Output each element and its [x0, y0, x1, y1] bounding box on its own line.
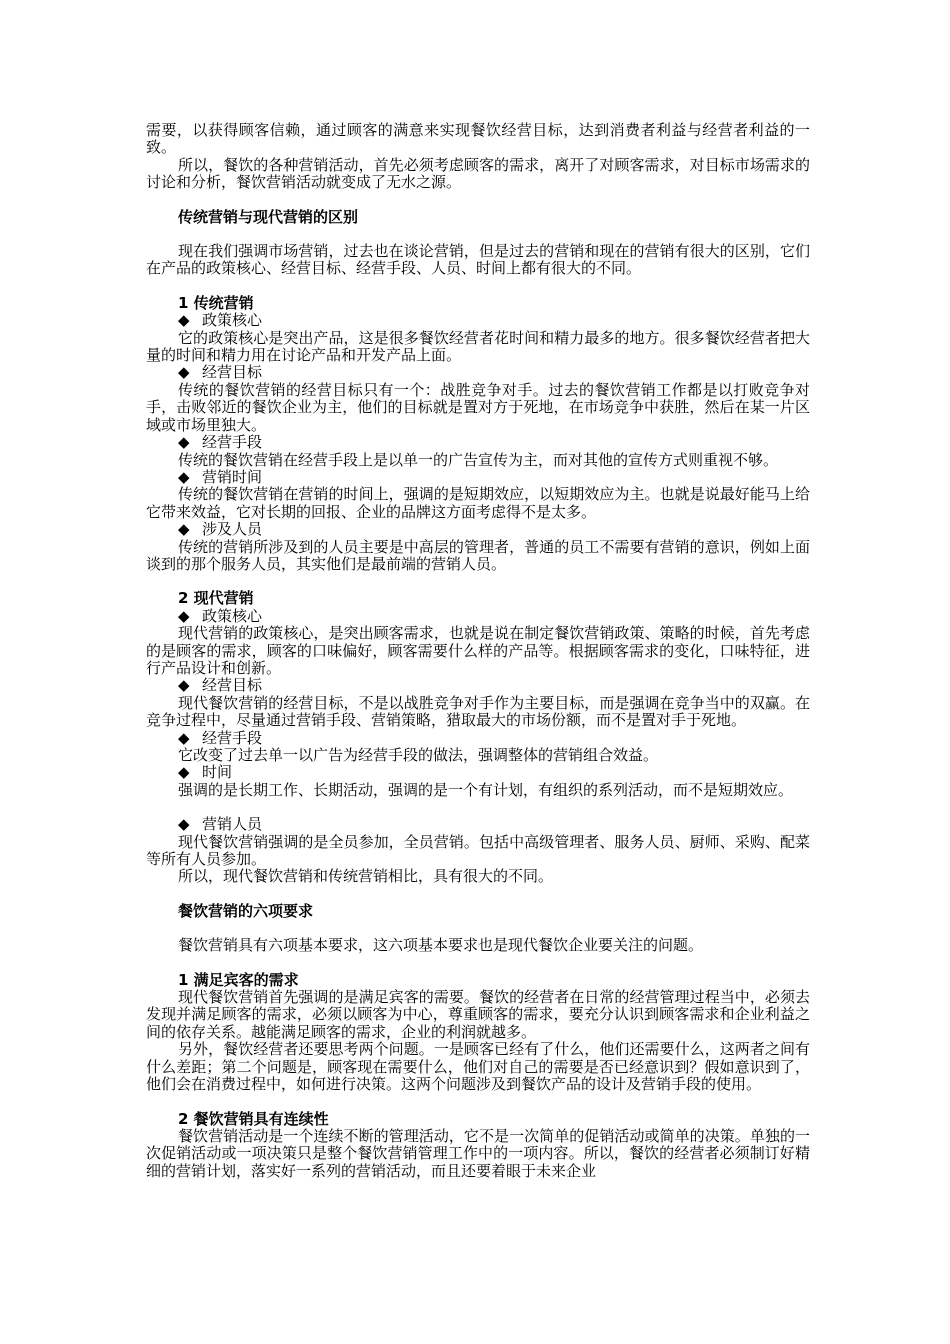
- diamond-bullet-icon: ◆: [178, 520, 190, 539]
- bullet-time: ◆ 时间: [178, 763, 233, 782]
- diamond-bullet-icon: ◆: [178, 815, 190, 834]
- subheading-modern-marketing: 2 现代营销: [178, 589, 254, 608]
- closing-paragraph: 所以，现代餐饮营销和传统营销相比，具有很大的不同。: [178, 867, 554, 886]
- subheading-traditional-marketing: 1 传统营销: [178, 293, 254, 312]
- bullet-business-goal: ◆ 经营目标: [178, 363, 263, 382]
- bullet-text: 它改变了过去单一以广告为经营手段的做法，强调整体的营销组合效益。: [178, 746, 659, 764]
- bullet-text: 现代餐饮营销强调的是全员参加，全员营销。包括中高级管理者、服务人员、厨师、采购、配菜等所有人员参加。: [146, 832, 810, 869]
- section-intro-paragraph: 现在我们强调市场营销，过去也在谈论营销，但是过去的营销和现在的营销有很大的区别，它们在产品的政策核心、经营目标、经营手段、人员、时间上都有很大的不同。: [146, 242, 810, 278]
- bullet-text: 现代餐饮营销的经营目标，不是以战胜竞争对手作为主要目标，而是强调在竞争当中的双赢。在竞争过程中，尽量通过营销手段、营销策略，猎取最大的市场份额，而不是置对手于死地。: [146, 693, 810, 730]
- bullet-marketing-personnel: ◆ 营销人员: [178, 815, 263, 834]
- bullet-marketing-time: ◆ 营销时间: [178, 467, 263, 486]
- diamond-bullet-icon: ◆: [178, 433, 190, 452]
- diamond-bullet-icon: ◆: [178, 467, 190, 486]
- section-intro-paragraph: 餐饮营销具有六项基本要求，这六项基本要求也是现代餐饮企业要关注的问题。: [178, 936, 704, 955]
- bullet-text: 强调的是长期工作、长期活动，强调的是一个有计划，有组织的系列活动，而不是短期效应。: [178, 780, 794, 799]
- bullet-business-goal: ◆ 经营目标: [178, 676, 263, 695]
- bullet-text: 传统的营销所涉及到的人员主要是中高层的管理者，普通的员工不需要有营销的意识，例如上面谈到的那个服务人员，其实他们是最前端的营销人员。: [146, 537, 810, 573]
- paragraph: 现代餐饮营销首先强调的是满足宾客的需要。餐饮的经营者在日常的经营管理过程当中，必须去发现并满足顾客的需求，必须以顾客为中心，尊重顾客的需求，要充分认识到顾客需求和企业利益之间的依存关系。越能满足顾客的需求，企业的利润就越多。: [146, 988, 810, 1041]
- bullet-business-means: ◆ 经营手段: [178, 728, 263, 747]
- bullet-personnel: ◆ 涉及人员: [178, 520, 263, 539]
- bullet-business-means: ◆ 经营手段: [178, 433, 263, 452]
- diamond-bullet-icon: ◆: [178, 606, 190, 625]
- diamond-bullet-icon: ◆: [178, 728, 190, 747]
- bullet-text: 传统的餐饮营销在营销的时间上，强调的是短期效应，以短期效应为主。也就是说最好能马上给它带来效益，它对长期的回报、企业的品牌这方面考虑得不是太多。: [146, 485, 810, 521]
- bullet-text: 它的政策核心是突出产品，这是很多餐饮经营者花时间和精力最多的地方。很多餐饮经营者把大量的时间和精力用在讨论产品和开发产品上面。: [146, 328, 810, 365]
- intro-paragraph-continued: 需要，以获得顾客信赖，通过顾客的满意来实现餐饮经营目标，达到消费者利益与经营者利益的一致。: [146, 121, 810, 157]
- subheading-continuity: 2 餐饮营销具有连续性: [178, 1109, 329, 1128]
- bullet-text: 传统的餐饮营销在经营手段上是以单一的广告宣传为主，而对其他的宣传方式则重视不够。: [178, 450, 779, 469]
- diamond-bullet-icon: ◆: [178, 763, 190, 782]
- diamond-bullet-icon: ◆: [178, 363, 190, 382]
- section-heading-traditional-vs-modern: 传统营销与现代营销的区别: [178, 207, 359, 226]
- paragraph: 餐饮营销活动是一个连续不断的管理活动，它不是一次简单的促销活动或简单的决策。单独的一次促销活动或一项决策只是整个餐饮营销管理工作中的一项内容。所以，餐饮的经营者必须制订好精细的营销计划，落实好一系列的营销活动，而且还要着眼于未来企业: [146, 1126, 810, 1180]
- bullet-policy-core: ◆ 政策核心: [178, 311, 263, 330]
- paragraph: 另外，餐饮经营者还要思考两个问题。一是顾客已经有了什么，他们还需要什么，这两者之间有什么差距；第二个问题是，顾客现在需要什么，他们对自己的需要是否已经意识到？假如意识到了，他们会在消费过程中，如何进行决策。这两个问题涉及到餐饮产品的设计及营销手段的使用。: [146, 1040, 810, 1094]
- bullet-text: 现代营销的政策核心，是突出顾客需求，也就是说在制定餐饮营销政策、策略的时候，首先考虑的是顾客的需求，顾客的口味偏好，顾客需要什么样的产品等。根据顾客需求的变化，口味特征，进行产品设计和创新。: [146, 624, 810, 677]
- bullet-text: 传统的餐饮营销的经营目标只有一个：战胜竞争对手。过去的餐饮营销工作都是以打败竞争对手，击败邻近的餐饮企业为主，他们的目标就是置对方于死地，在市场竞争中获胜，然后在某一片区域或市场里独大。: [146, 380, 810, 434]
- document-page: [146, 122, 810, 1180]
- subheading-meet-guest-needs: 1 满足宾客的需求: [178, 970, 299, 989]
- bullet-policy-core: ◆ 政策核心: [178, 606, 263, 625]
- section-heading-six-requirements: 餐饮营销的六项要求: [178, 901, 314, 920]
- intro-paragraph: 所以，餐饮的各种营销活动，首先必须考虑顾客的需求，离开了对顾客需求，对目标市场需求的讨论和分析，餐饮营销活动就变成了无水之源。: [146, 155, 810, 192]
- diamond-bullet-icon: ◆: [178, 676, 190, 695]
- diamond-bullet-icon: ◆: [178, 311, 190, 330]
